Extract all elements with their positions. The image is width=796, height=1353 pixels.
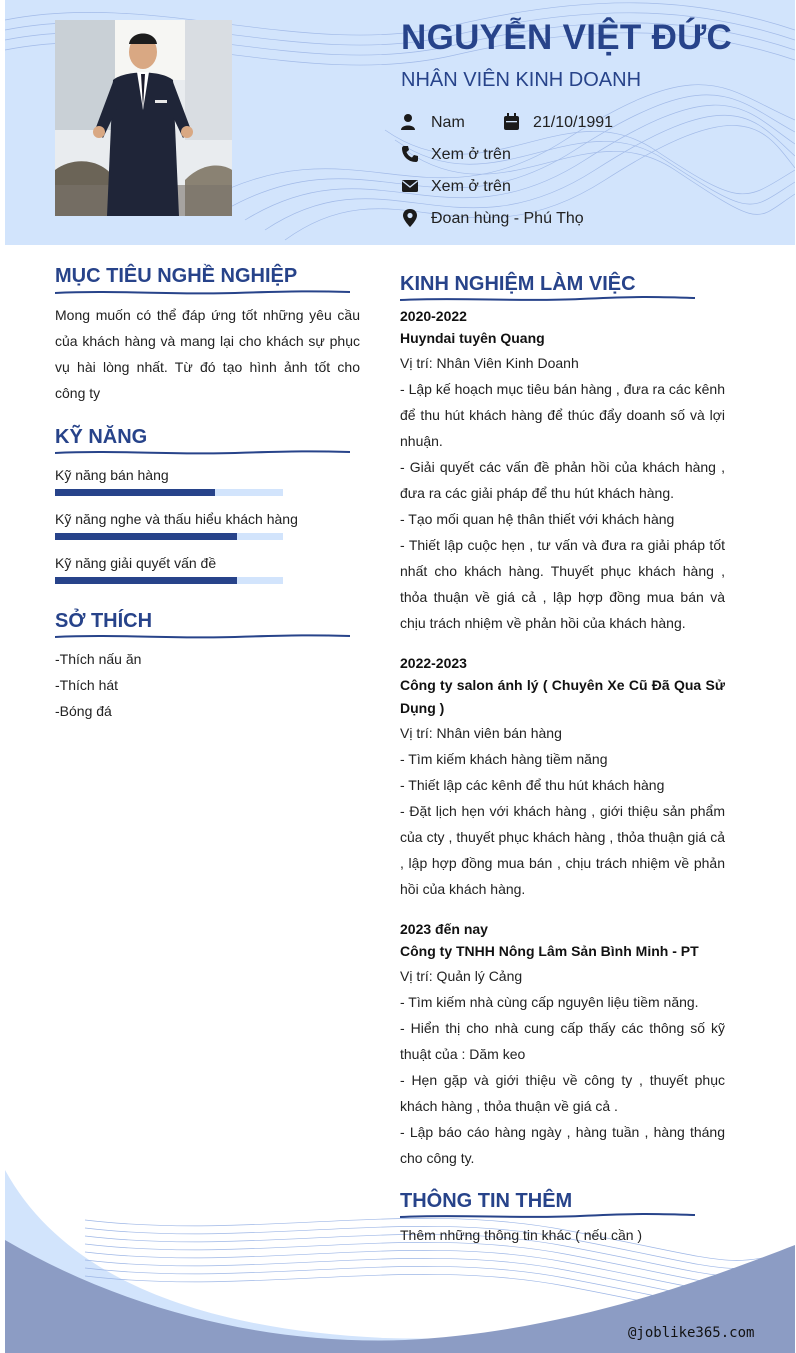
email-row [401, 176, 601, 198]
job-period: 2023 đến nay [400, 921, 488, 937]
objective-underline [55, 288, 350, 298]
hobbies-underline [55, 632, 350, 642]
job-entry [400, 920, 725, 1171]
job-company: Công ty TNHH Nông Lâm Sản Bình Minh - PT [400, 943, 699, 959]
hobby-item: -Thích hát [55, 677, 119, 693]
user-icon [401, 113, 419, 131]
job-duty: - Giải quyết các vấn đề phản hồi của khách hàng , đưa ra các giải pháp để thu hút khách hàng. [400, 459, 725, 501]
skill-bar-fill [55, 577, 237, 584]
phone-row [401, 144, 601, 166]
birthdate-value: 21/10/1991 [533, 114, 614, 131]
candidate-name: NGUYỄN VIỆT ĐỨC [401, 18, 733, 57]
job-duty: - Thiết lập cuộc hẹn , tư vấn và đưa ra giải pháp tốt nhất cho khách hàng. Thuyết phục khách hàng , thỏa thuận về giá cả , lập hợp đồng mua bán và chịu trách nhiệm về phản hồi của khách hàng. [400, 537, 725, 631]
extra-underline [400, 1211, 695, 1221]
email-value: Xem ở trên [431, 178, 511, 195]
experience-underline [400, 294, 695, 304]
skill-bar [55, 577, 283, 584]
objective-text: Mong muốn có thể đáp ứng tốt những yêu cầu của khách hàng và mang lại cho khách sự phục vụ hài lòng nhất. Từ đó tạo hình ảnh tốt cho công ty [55, 307, 360, 401]
hobbies-heading: SỞ THÍCH [55, 610, 153, 632]
job-entry [400, 307, 725, 636]
hobby-item: -Bóng đá [55, 703, 112, 719]
profile-photo [55, 20, 232, 216]
brand-watermark: @joblike365.com [628, 1325, 755, 1341]
phone-icon [401, 145, 419, 163]
skill-bar-fill [55, 489, 215, 496]
address-value: Đoan hùng - Phú Thọ [431, 210, 584, 227]
skill-label: Kỹ năng giải quyết vấn đề [55, 555, 217, 571]
cv-header [5, 0, 795, 245]
job-period: 2022-2023 [400, 655, 467, 671]
job-position: Vị trí: Quản lý Cảng [400, 968, 523, 984]
job-duty: - Lập kế hoạch mục tiêu bán hàng , đưa ra các kênh để thu hút khách hàng để thúc đẩy doanh số và lợi nhuận. [400, 381, 725, 449]
birthdate-row [503, 112, 643, 134]
skill-bar-fill [55, 533, 237, 540]
job-duty: - Tìm kiếm khách hàng tiềm năng [400, 751, 608, 767]
job-duty: - Lập báo cáo hàng ngày , hàng tuần , hàng tháng cho công ty. [400, 1124, 725, 1166]
candidate-title: NHÂN VIÊN KINH DOANH [401, 69, 642, 91]
skill-bar [55, 533, 283, 540]
objective-heading: MỤC TIÊU NGHỀ NGHIỆP [55, 265, 298, 287]
email-icon [401, 177, 419, 195]
gender-value: Nam [431, 114, 465, 131]
job-company: Huyndai tuyên Quang [400, 330, 545, 346]
hobby-item: -Thích nấu ăn [55, 651, 142, 667]
job-duty: - Tìm kiếm nhà cùng cấp nguyên liệu tiềm năng. [400, 994, 699, 1010]
job-entry [400, 654, 725, 902]
job-company: Công ty salon ánh lý ( Chuyên Xe Cũ Đã Qua Sử Dụng ) [400, 677, 725, 716]
skill-bar [55, 489, 283, 496]
calendar-icon [503, 113, 521, 131]
phone-value: Xem ở trên [431, 146, 511, 163]
cv-page [5, 0, 795, 1353]
experience-heading: KINH NGHIỆM LÀM VIỆC [400, 273, 636, 295]
job-position: Vị trí: Nhân viên bán hàng [400, 725, 562, 741]
skill-label: Kỹ năng bán hàng [55, 467, 169, 483]
gender-row [401, 112, 481, 134]
job-duty: - Hẹn gặp và giới thiệu về công ty , thuyết phục khách hàng , thỏa thuận về giá cả . [400, 1072, 725, 1114]
skill-label: Kỹ năng nghe và thấu hiểu khách hàng [55, 511, 298, 527]
extra-text: Thêm những thông tin khác ( nếu cần ) [400, 1227, 643, 1243]
job-duty: - Hiển thị cho nhà cung cấp thấy các thông số kỹ thuật của : Dăm keo [400, 1020, 725, 1062]
job-period: 2020-2022 [400, 308, 467, 324]
job-duty: - Đặt lịch hẹn với khách hàng , giới thiệu sản phẩm của cty , thuyết phục khách hàng , thỏa thuận giá cả , lập hợp đồng mua bán , chịu trách nhiệm về phản hồi của khách hàng. [400, 803, 725, 897]
extra-heading: THÔNG TIN THÊM [400, 1190, 573, 1212]
skills-underline [55, 448, 350, 458]
job-position: Vị trí: Nhân Viên Kinh Doanh [400, 355, 579, 371]
location-icon [401, 209, 419, 227]
job-duty: - Thiết lập các kênh để thu hút khách hàng [400, 777, 665, 793]
job-duty: - Tạo mối quan hệ thân thiết với khách hàng [400, 511, 675, 527]
skills-heading: KỸ NĂNG [55, 426, 148, 448]
address-row [401, 208, 641, 230]
